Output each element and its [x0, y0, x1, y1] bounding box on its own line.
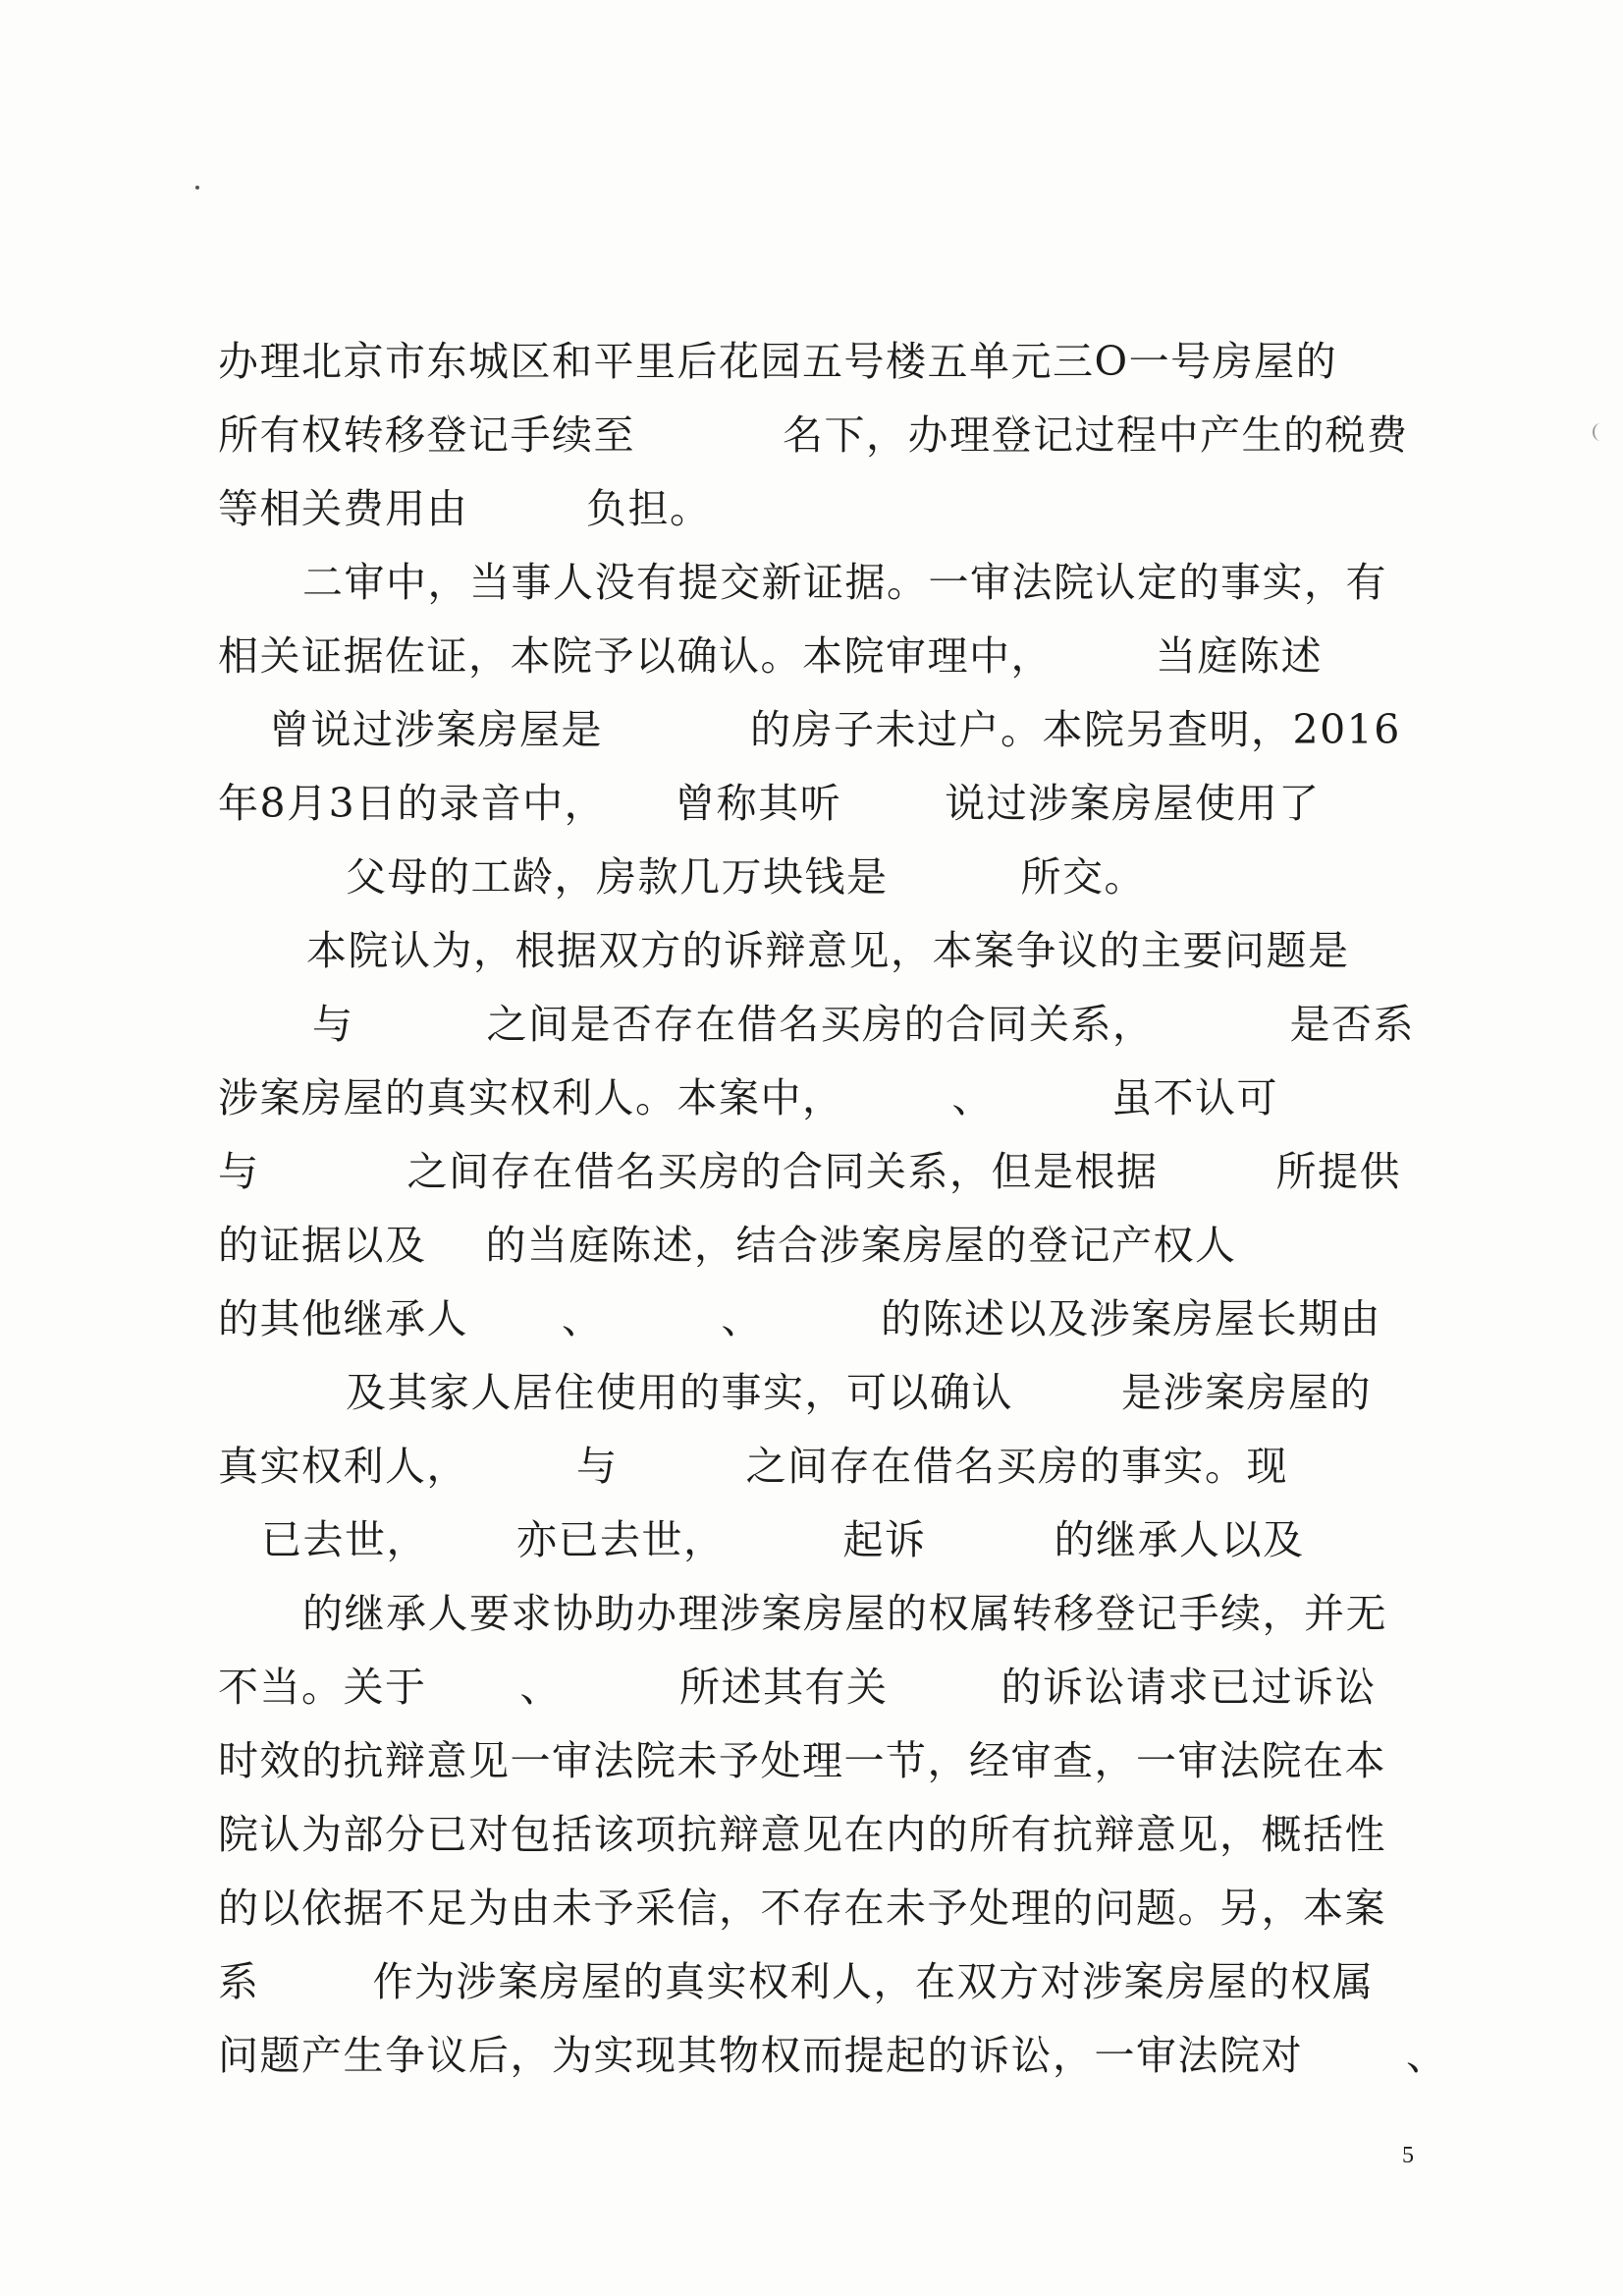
text-segment: 父母的工龄，房款几万块钱是	[346, 853, 889, 901]
text-segment: 曾说过涉案房屋是	[269, 706, 603, 753]
text-segment: 等相关费用由	[218, 485, 468, 532]
text-segment: 说过涉案房屋使用了	[945, 780, 1321, 827]
text-segment: 之间存在借名买房的事实。现	[745, 1443, 1288, 1490]
text-segment: 与	[218, 1148, 260, 1195]
text-line-18	[302, 1584, 1387, 1643]
text-segment: 的诉讼请求已过诉讼	[1001, 1664, 1377, 1711]
text-segment: 真实权利人，	[218, 1443, 468, 1490]
text-segment: 年8月3日的录音中，	[218, 780, 607, 827]
text-segment: 二审中，当事人没有提交新证据。一审法院认定的事实，有	[302, 559, 1387, 606]
text-line-6	[269, 700, 1401, 759]
text-line-13	[218, 1216, 1237, 1275]
text-segment: 与	[576, 1443, 619, 1490]
text-segment: 、	[1406, 2032, 1448, 2079]
text-line-24	[218, 2026, 1448, 2085]
text-segment: 所述其有关	[679, 1664, 889, 1711]
text-segment: 与	[312, 1001, 354, 1048]
text-line-10	[312, 995, 1415, 1054]
text-segment: 虽不认可	[1111, 1074, 1278, 1121]
text-segment: 不当。关于	[218, 1664, 427, 1711]
text-segment: 的以依据不足为由未予采信，不存在未予处理的问题。另，本案	[218, 1885, 1386, 1932]
text-segment: 问题产生争议后，为实现其物权而提起的诉讼，一审法院对	[218, 2032, 1303, 2079]
text-segment: 名下，办理登记过程中产生的税费	[783, 411, 1409, 459]
text-segment: 系	[218, 1958, 260, 2005]
text-line-22	[218, 1879, 1386, 1938]
text-segment: 时效的抗辩意见一审法院未予处理一节，经审查，一审法院在本	[218, 1737, 1386, 1784]
text-segment: 亦已去世，	[516, 1516, 726, 1563]
text-segment: 起诉	[842, 1516, 927, 1563]
text-segment: 之间是否存在借名买房的合同关系，	[486, 1001, 1155, 1048]
text-line-20	[218, 1731, 1386, 1790]
text-line-14	[218, 1289, 1381, 1348]
text-segment: 院认为部分已对包括该项抗辩意见在内的所有抗辩意见，概括性	[218, 1811, 1386, 1858]
text-segment: 当庭陈述	[1156, 632, 1323, 680]
text-segment: 、	[562, 1295, 604, 1342]
text-line-12	[218, 1142, 1401, 1201]
text-line-16	[218, 1437, 1288, 1496]
text-segment: 的证据以及	[218, 1222, 427, 1269]
text-segment: 相关证据佐证，本院予以确认。本院审理中，	[218, 632, 1053, 680]
text-segment: 本院认为，根据双方的诉辩意见，本案争议的主要问题是	[306, 927, 1350, 974]
text-line-7	[218, 774, 1321, 833]
text-line-3	[218, 479, 712, 538]
text-line-5	[218, 627, 1323, 685]
text-segment: 的继承人以及	[1054, 1516, 1305, 1563]
text-segment: 、	[951, 1074, 994, 1121]
text-line-21	[218, 1805, 1386, 1864]
text-line-17	[261, 1510, 1305, 1569]
page-number: 5	[1402, 2143, 1414, 2168]
text-segment: 及其家人居住使用的事实，可以确认	[346, 1369, 1013, 1416]
text-segment: 、	[519, 1664, 562, 1711]
text-line-11	[218, 1068, 1278, 1127]
text-line-15	[346, 1363, 1372, 1422]
text-segment: 负担。	[586, 485, 712, 532]
text-segment: 是涉案房屋的	[1121, 1369, 1372, 1416]
text-segment: 的继承人要求协助办理涉案房屋的权属转移登记手续，并无	[302, 1590, 1387, 1637]
text-segment: 办理北京市东城区和平里后花园五号楼五单元三O一号房屋的	[218, 338, 1338, 385]
text-segment: 的当庭陈述，结合涉案房屋的登记产权人	[485, 1222, 1237, 1269]
scan-mark	[1593, 423, 1608, 441]
text-segment: 的陈述以及涉案房屋长期由	[881, 1295, 1381, 1342]
text-segment: 的房子未过户。本院另查明，2016	[750, 706, 1401, 753]
text-line-2	[218, 406, 1409, 465]
text-segment: 是否系	[1289, 1001, 1415, 1048]
text-line-23	[218, 1952, 1375, 2011]
text-segment: 已去世，	[261, 1516, 428, 1563]
scan-speck	[195, 186, 199, 190]
text-segment: 作为涉案房屋的真实权利人，在双方对涉案房屋的权属	[372, 1958, 1375, 2005]
text-line-8	[346, 847, 1146, 906]
text-line-4	[302, 553, 1387, 612]
text-line-9	[306, 921, 1350, 980]
text-segment: 、	[721, 1295, 763, 1342]
text-segment: 之间存在借名买房的合同关系，但是根据	[406, 1148, 1159, 1195]
text-segment: 曾称其听	[675, 780, 842, 827]
text-line-1	[218, 332, 1337, 391]
text-line-19	[218, 1658, 1377, 1717]
text-segment: 的其他继承人	[218, 1295, 468, 1342]
text-segment: 所有权转移登记手续至	[218, 411, 635, 459]
text-segment: 所提供	[1275, 1148, 1401, 1195]
text-segment: 涉案房屋的真实权利人。本案中，	[218, 1074, 844, 1121]
text-segment: 所交。	[1020, 853, 1146, 901]
